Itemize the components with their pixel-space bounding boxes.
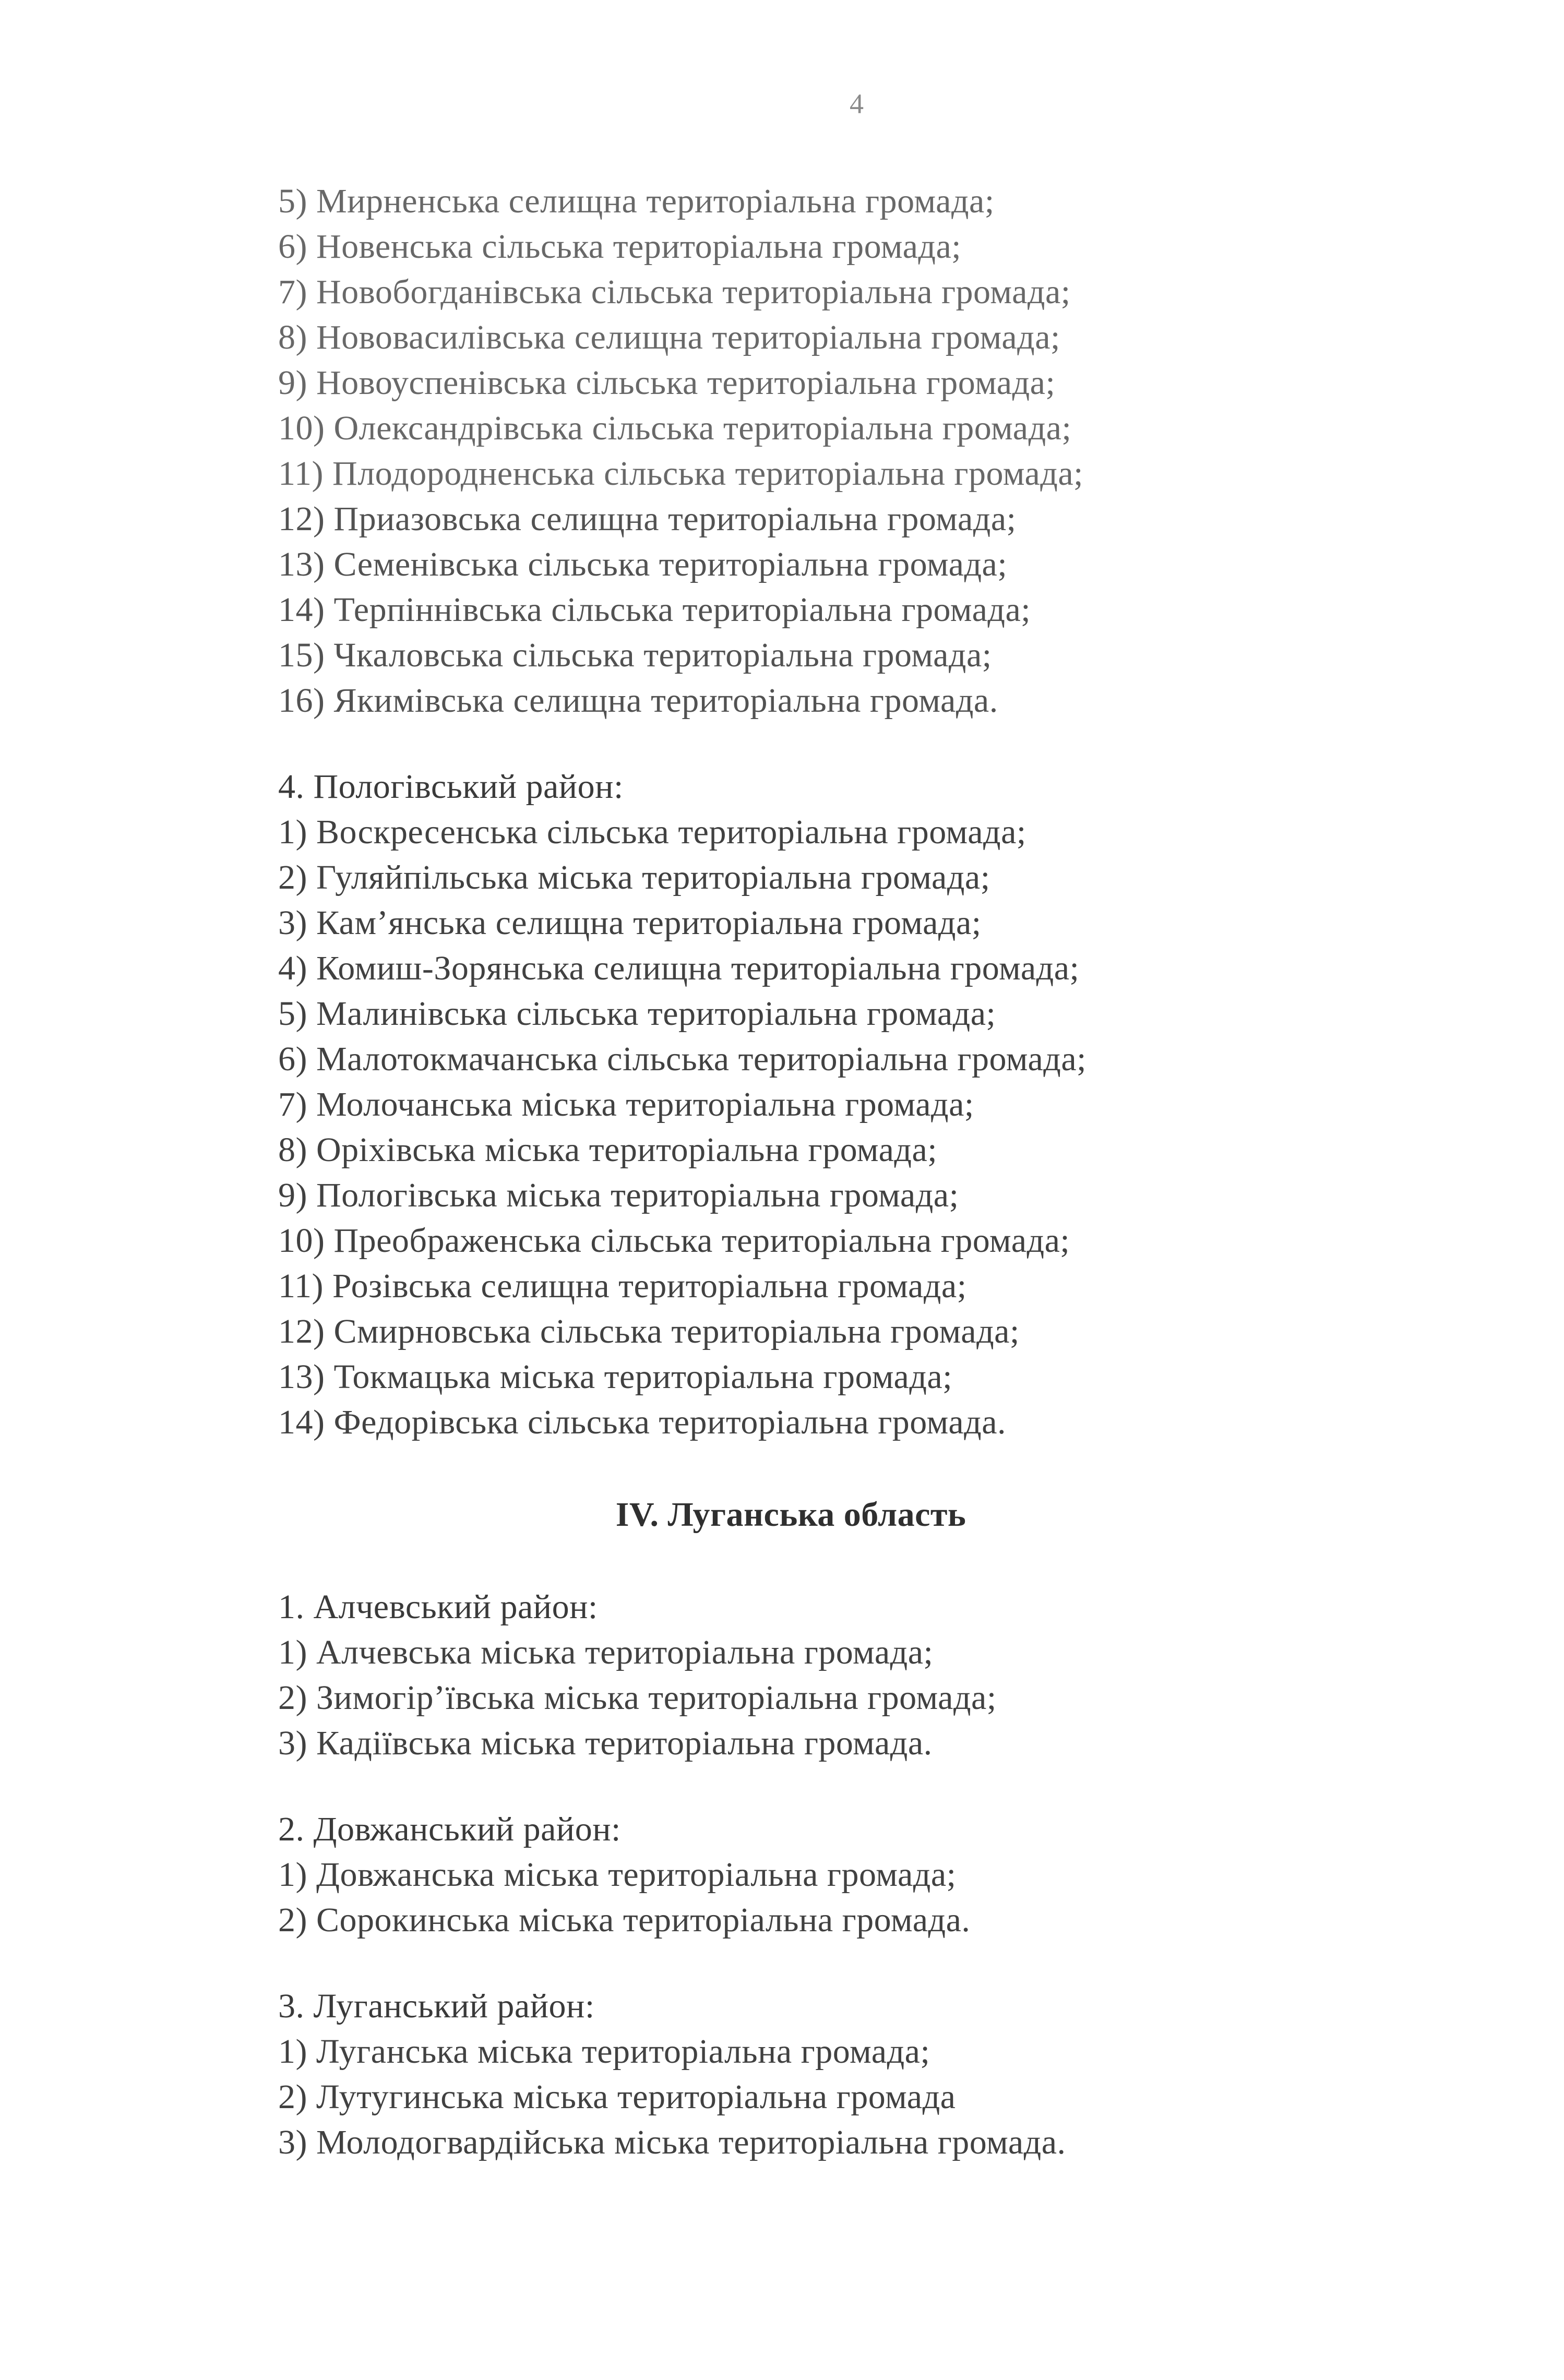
list-item: 10) Преображенська сільська територіальна громада; xyxy=(278,1222,1070,1260)
list-item: 13) Семенівська сільська територіальна громада; xyxy=(278,545,1008,583)
list-item: 1) Алчевська міська територіальна громада; xyxy=(278,1633,934,1671)
dovzhansk-district-section xyxy=(278,1807,1374,1943)
polohy-district-section xyxy=(278,764,1374,1445)
list-item: 7) Молочанська міська територіальна громада; xyxy=(278,1085,974,1123)
list-item: 2) Сорокинська міська територіальна громада. xyxy=(278,1901,971,1939)
alchevsk-district-section xyxy=(278,1584,1374,1766)
list-item: 1) Воскресенська сільська територіальна громада; xyxy=(278,813,1026,851)
list-item: 9) Пологівська міська територіальна громада; xyxy=(278,1176,959,1214)
list-item: 11) Розівська селищна територіальна громада; xyxy=(278,1267,967,1305)
list-item: 2) Гуляйпільська міська територіальна громада; xyxy=(278,858,990,896)
list-item: 6) Новенська сільська територіальна громада; xyxy=(278,228,962,266)
list-item: 11) Плодородненська сільська територіальна громада; xyxy=(278,455,1084,493)
list-item: 7) Новобогданівська сільська територіальна громада; xyxy=(278,273,1071,311)
list-item: 10) Олександрівська сільська територіальна громада; xyxy=(278,409,1072,447)
luhansk-region-section xyxy=(278,1492,1374,1537)
list-item: 6) Малотокмачанська сільська територіальна громада; xyxy=(278,1040,1087,1078)
list-item: 14) Федорівська сільська територіальна громада. xyxy=(278,1403,1006,1441)
list-item: 4) Комиш-Зорянська селищна територіальна громада; xyxy=(278,949,1080,987)
list-item: 3) Молодогвардійська міська територіальна громада. xyxy=(278,2123,1066,2161)
list-item: 2) Лутугинська міська територіальна громада xyxy=(278,2078,956,2116)
district-heading: 3. Луганський район: xyxy=(278,1987,595,2025)
list-item: 3) Кам’янська селищна територіальна громада; xyxy=(278,904,982,942)
list-item: 5) Мирненська селищна територіальна громада; xyxy=(278,182,995,220)
list-item: 12) Приазовська селищна територіальна громада; xyxy=(278,500,1017,538)
page-number: 4 xyxy=(850,88,864,119)
list-item: 3) Кадіївська міська територіальна громада. xyxy=(278,1724,933,1762)
list-item: 12) Смирновська сільська територіальна громада; xyxy=(278,1312,1020,1350)
list-item: 16) Якимівська селищна територіальна громада. xyxy=(278,681,998,720)
list-item: 8) Оріхівська міська територіальна громада; xyxy=(278,1131,938,1169)
region-heading: IV. Луганська область xyxy=(615,1496,966,1534)
district-heading: 1. Алчевський район: xyxy=(278,1588,598,1626)
list-item: 13) Токмацька міська територіальна громада; xyxy=(278,1358,953,1396)
list-item: 8) Нововасилівська селищна територіальна громада; xyxy=(278,318,1060,356)
list-item: 9) Новоуспенівська сільська територіальна громада; xyxy=(278,364,1056,402)
community-list-continuation xyxy=(278,178,1374,723)
list-item: 14) Терпіннівська сільська територіальна громада; xyxy=(278,591,1031,629)
district-heading: 4. Пологівський район: xyxy=(278,768,624,806)
list-item: 1) Довжанська міська територіальна громада; xyxy=(278,1856,957,1894)
luhansk-district-section xyxy=(278,1983,1374,2165)
district-heading: 2. Довжанський район: xyxy=(278,1810,621,1848)
document-content xyxy=(278,178,1374,2165)
list-item: 2) Зимогір’ївська міська територіальна громада; xyxy=(278,1679,997,1717)
list-item: 1) Луганська міська територіальна громада; xyxy=(278,2032,930,2071)
list-item: 15) Чкаловська сільська територіальна громада; xyxy=(278,636,992,674)
list-item: 5) Малинівська сільська територіальна громада; xyxy=(278,995,996,1033)
